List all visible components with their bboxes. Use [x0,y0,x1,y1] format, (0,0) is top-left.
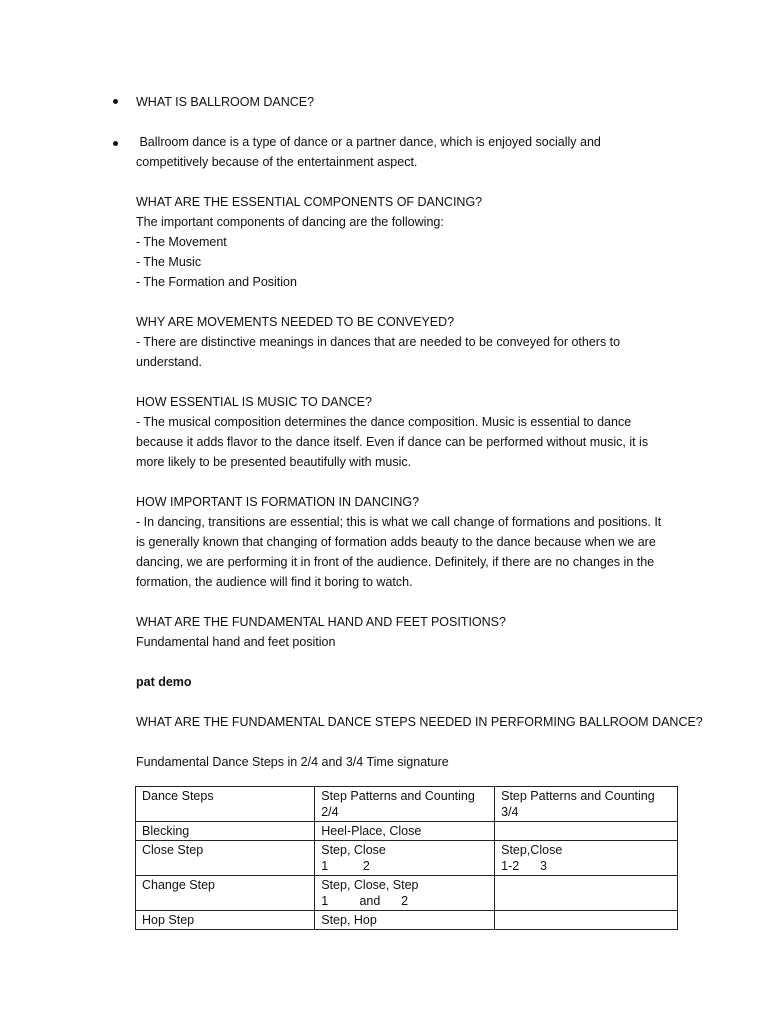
bullet-2 [113,141,118,146]
table-cell: Step, Close 1 2 [315,841,495,876]
component-item: - The Movement [136,235,227,249]
table-cell [495,822,678,841]
table-cell: Blecking [136,822,315,841]
question-music: HOW ESSENTIAL IS MUSIC TO DANCE? [136,395,372,409]
table-header-row [136,787,678,822]
dance-steps-table [135,786,678,930]
question-positions: WHAT ARE THE FUNDAMENTAL HAND AND FEET POSITIONS? [136,615,506,629]
answer-formation-line-2: is generally known that changing of formation adds beauty to the dance because when we are [136,535,656,549]
answer-formation-line-3: dancing, we are performing it in front of the audience. Definitely, if there are no changes in the [136,555,655,569]
table-header-cell: Dance Steps [136,787,315,822]
answer-music-line-2: because it adds flavor to the dance itself. Even if dance can be performed without music, it is [136,435,649,449]
question-movements: WHY ARE MOVEMENTS NEEDED TO BE CONVEYED? [136,315,455,329]
answer-formation-line-4: formation, the audience will find it boring to watch. [136,575,413,589]
answer-formation-line-1: - In dancing, transitions are essential; this is what we call change of formations and positions. It [136,515,662,529]
question-formation: HOW IMPORTANT IS FORMATION IN DANCING? [136,495,420,509]
answer-ballroom-line-1: Ballroom dance is a type of dance or a partner dance, which is enjoyed socially and [136,135,601,149]
answer-movements-line-2: understand. [136,355,203,369]
answer-music-line-1: - The musical composition determines the dance composition. Music is essential to dance [136,415,632,429]
table-cell: Step, Hop [315,911,495,930]
table-cell [495,911,678,930]
question-ballroom-dance: WHAT IS BALLROOM DANCE? [136,95,315,109]
table-cell: Heel-Place, Close [315,822,495,841]
component-item: - The Music [136,255,202,269]
component-item: - The Formation and Position [136,275,297,289]
answer-movements-line-1: - There are distinctive meanings in dances that are needed to be conveyed for others to [136,335,621,349]
question-components: WHAT ARE THE ESSENTIAL COMPONENTS OF DANCING? [136,195,483,209]
table-header-cell: Step Patterns and Counting 3/4 [495,787,678,822]
answer-ballroom-line-2: competitively because of the entertainment aspect. [136,155,418,169]
table-header-cell: Step Patterns and Counting 2/4 [315,787,495,822]
table-cell: Hop Step [136,911,315,930]
table-row [136,911,678,930]
table-cell: Step,Close 1-2 3 [495,841,678,876]
table-cell: Step, Close, Step 1 and 2 [315,876,495,911]
table-row [136,822,678,841]
table-cell [495,876,678,911]
answer-positions: Fundamental hand and feet position [136,635,336,649]
table-cell: Close Step [136,841,315,876]
answer-music-line-3: more likely to be presented beautifully with music. [136,455,412,469]
table-caption: Fundamental Dance Steps in 2/4 and 3/4 Time signature [136,755,449,769]
table-row [136,841,678,876]
table-row [136,876,678,911]
question-dance-steps: WHAT ARE THE FUNDAMENTAL DANCE STEPS NEEDED IN PERFORMING BALLROOM DANCE? [136,715,703,729]
pat-demo-label: pat demo [136,675,192,689]
table-cell: Change Step [136,876,315,911]
bullet-1 [113,99,118,104]
components-intro: The important components of dancing are the following: [136,215,444,229]
